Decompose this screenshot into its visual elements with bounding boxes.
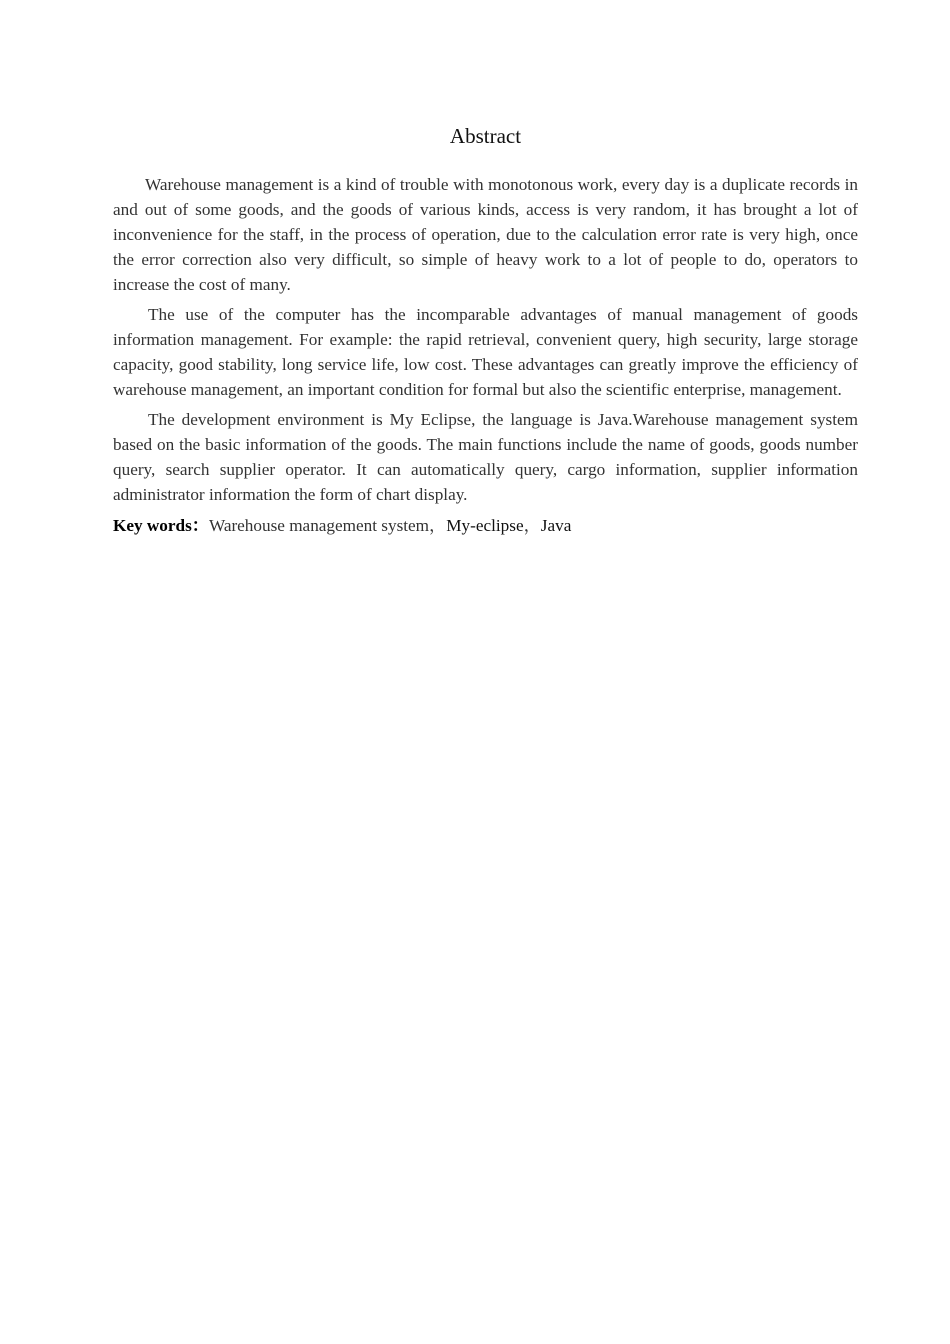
keywords-line — [113, 513, 858, 538]
abstract-paragraph-2: The use of the computer has the incomparable advantages of manual management of goods information management. For example: the rapid retrieval, convenient query, high security, large storage capacity, good stability, long service life, low cost. These advantages can greatly improve the efficiency of warehouse management, an important condition for formal but also the scientific enterprise, management. — [113, 305, 858, 399]
keyword-separator: ， — [523, 516, 541, 535]
keywords-label: Key words： — [113, 516, 209, 535]
keyword-term: My-eclipse — [446, 516, 524, 535]
keyword-term: Java — [540, 516, 572, 535]
page-title: Abstract — [449, 124, 522, 148]
keyword-term: Warehouse management system — [208, 516, 430, 535]
abstract-page — [113, 120, 858, 538]
abstract-paragraph-1: Warehouse management is a kind of trouble with monotonous work, every day is a duplicate records in and out of some goods, and the goods of various kinds, access is very random, it has brought a lot of inconvenience for the staff, in the process of operation, due to the calculation error rate is very high, once the error correction also very difficult, so simple of heavy work to a lot of people to do, operators to increase the cost of many. — [113, 175, 858, 294]
keyword-separator: ， — [429, 516, 447, 535]
abstract-paragraph-3: The development environment is My Eclipse, the language is Java.Warehouse management system based on the basic information of the goods. The main functions include the name of goods, goods number query, search supplier operator. It can automatically query, cargo information, supplier information administrator information the form of chart display. — [113, 410, 858, 504]
